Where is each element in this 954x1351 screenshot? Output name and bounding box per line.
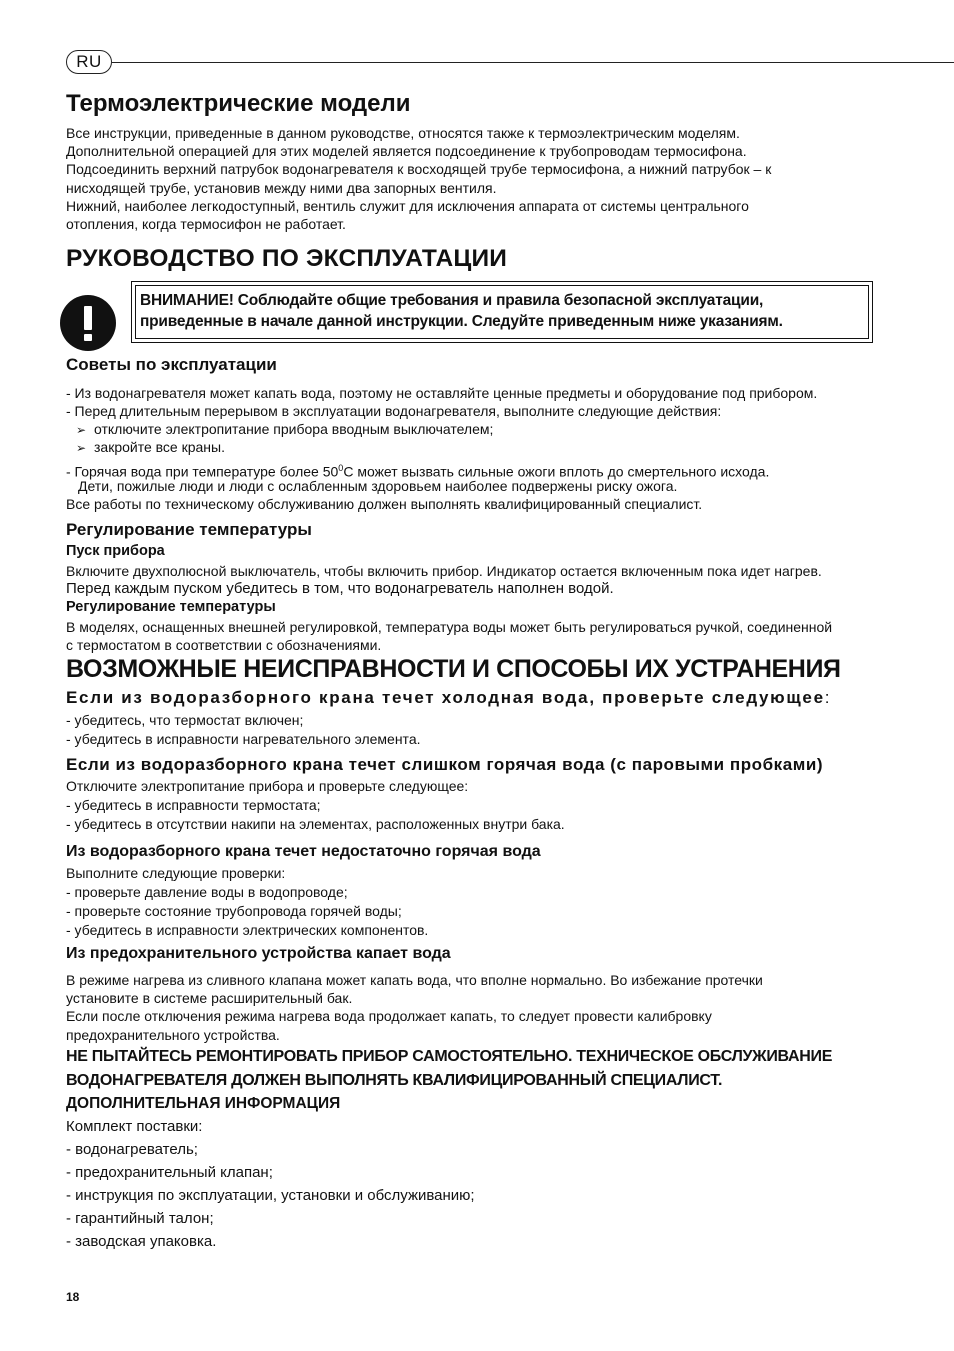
section-title-thermo: Термоэлектрические модели (66, 90, 411, 117)
start-line: Перед каждым пуском убедитесь в том, что водонагреватель наполнен водой. (66, 580, 614, 597)
warm-water-line: - убедитесь в исправности электрических компонентов. (66, 922, 429, 938)
page-number: 18 (66, 1290, 80, 1304)
notice-line: НЕ ПЫТАЙТЕСЬ РЕМОНТИРОВАТЬ ПРИБОР САМОСТОЯТЕЛЬНО. ТЕХНИЧЕСКОЕ ОБСЛУЖИВАНИЕ (66, 1048, 833, 1065)
cold-water-title: Если из водоразборного крана течет холодная вода, проверьте следующее: (66, 688, 832, 707)
tips-line: Все работы по техническому обслуживанию должен выполнять квалифицированный специалист. (66, 496, 703, 512)
notice-line: ВОДОНАГРЕВАТЕЛЯ ДОЛЖЕН ВЫПОЛНЯТЬ КВАЛИФИЦИРОВАННЫЙ СПЕЦИАЛИСТ. (66, 1072, 723, 1089)
hot-water-title: Если из водоразборного крана течет слишком горячая вода (с паровыми пробками) (66, 755, 824, 774)
section-title-faults: ВОЗМОЖНЫЕ НЕИСПРАВНОСТИ И СПОСОБЫ ИХ УСТРАНЕНИЯ (66, 655, 841, 683)
thermo-line: нисходящей трубе, установив между ними два запорных вентиля. (66, 179, 497, 196)
regulation-line: с термостатом в соответствии с обозначениями. (66, 637, 382, 653)
hot-water-line: Отключите электропитание прибора и проверьте следующее: (66, 778, 469, 794)
warning-text (140, 290, 783, 332)
extra-info-title: ДОПОЛНИТЕЛЬНАЯ ИНФОРМАЦИЯ (66, 1095, 341, 1112)
list-item: - предохранительный клапан; (66, 1164, 273, 1181)
arrow-bullet-icon: ➢ (76, 423, 87, 437)
thermo-line: Подсоединить верхний патрубок водонагревателя к восходящей трубе термосифона, а нижний патрубок – к (66, 161, 772, 178)
warning-box (131, 281, 873, 343)
drip-line: Если после отключения режима нагрева вода продолжает капать, то следует провести калибровку (66, 1008, 712, 1025)
list-item: Комплект поставки: (66, 1118, 203, 1135)
warm-water-line: - проверьте давление воды в водопроводе; (66, 884, 348, 900)
list-item: - водонагреватель; (66, 1141, 198, 1158)
header-rule (112, 62, 954, 63)
warning-line: приведенные в начале данной инструкции. Следуйте приведенным ниже указаниям. (140, 313, 783, 330)
hot-water-line: - убедитесь в исправности термостата; (66, 797, 321, 813)
tips-sub-item: ➢ закройте все краны. (76, 439, 225, 455)
cold-water-line: - убедитесь, что термостат включен; (66, 712, 304, 728)
regulation-title: Регулирование температуры (66, 599, 276, 615)
hot-water-line: - убедитесь в отсутствии накипи на элементах, расположенных внутри бака. (66, 816, 565, 832)
list-item: - гарантийный талон; (66, 1210, 214, 1227)
temperature-title: Регулирование температуры (66, 520, 312, 539)
thermo-line: Нижний, наиболее легкодоступный, вентиль служит для исключения аппарата от системы центрального (66, 197, 749, 214)
tips-line: Дети, пожилые люди и люди с ослабленным здоровьем наиболее подвержены риску ожога. (78, 478, 678, 494)
section-title-manual: РУКОВОДСТВО ПО ЭКСПЛУАТАЦИИ (66, 245, 508, 272)
delivery-kit-list (66, 1115, 475, 1253)
warm-water-line: Выполните следующие проверки: (66, 865, 286, 881)
drip-line: В режиме нагрева из сливного клапана может капать вода, что вполне нормально. Во избежание протечки (66, 972, 763, 988)
tips-line: - Перед длительным перерывом в эксплуатации водонагревателя, выполните следующие действия: (66, 403, 722, 419)
warning-exclamation-icon (60, 295, 116, 351)
arrow-bullet-icon: ➢ (76, 441, 87, 455)
cold-water-line: - убедитесь в исправности нагревательного элемента. (66, 731, 421, 747)
list-item: - инструкция по эксплуатации, установки и обслуживанию; (66, 1187, 475, 1204)
drip-title: Из предохранительного устройства капает вода (66, 945, 451, 962)
tips-line: - Из водонагревателя может капать вода, поэтому не оставляйте ценные предметы и оборудование под прибором. (66, 385, 818, 401)
list-item: - заводская упаковка. (66, 1233, 217, 1250)
warm-water-title: Из водоразборного крана течет недостаточно горячая вода (66, 843, 541, 860)
thermo-line: Дополнительной операцией для этих моделей является подсоединение к трубопроводам термосифона. (66, 143, 747, 160)
warm-water-line: - проверьте состояние трубопровода горячей воды; (66, 903, 402, 919)
start-title: Пуск прибора (66, 543, 165, 559)
thermo-line: отопления, когда термосифон не работает. (66, 216, 346, 233)
drip-paragraph (66, 971, 872, 1044)
thermo-paragraph (66, 124, 872, 233)
regulation-line: В моделях, оснащенных внешней регулировкой, температура воды может быть регулироваться ручкой, соединенной (66, 619, 833, 635)
tips-line-hotwater: - Горячая вода при температуре более $50^0С$ может вызвать сильные ожоги вплоть до смертельного исхода. (66, 463, 770, 480)
tips-sub-item: ➢ отключите электропитание прибора вводным выключателем; (76, 421, 494, 437)
drip-line: установите в системе расширительный бак. (66, 990, 353, 1007)
thermo-line: Все инструкции, приведенные в данном руководстве, относятся также к термоэлектрическим моделям. (66, 125, 740, 141)
start-line: Включите двухполюсной выключатель, чтобы включить прибор. Индикатор остается включенным пока идет нагрев. (66, 563, 822, 579)
warning-line: ВНИМАНИЕ! Соблюдайте общие требования и правила безопасной эксплуатации, (140, 292, 764, 309)
drip-line: предохранительного устройства. (66, 1026, 280, 1043)
tips-title: Советы по эксплуатации (66, 355, 277, 374)
language-badge: RU (66, 50, 112, 74)
